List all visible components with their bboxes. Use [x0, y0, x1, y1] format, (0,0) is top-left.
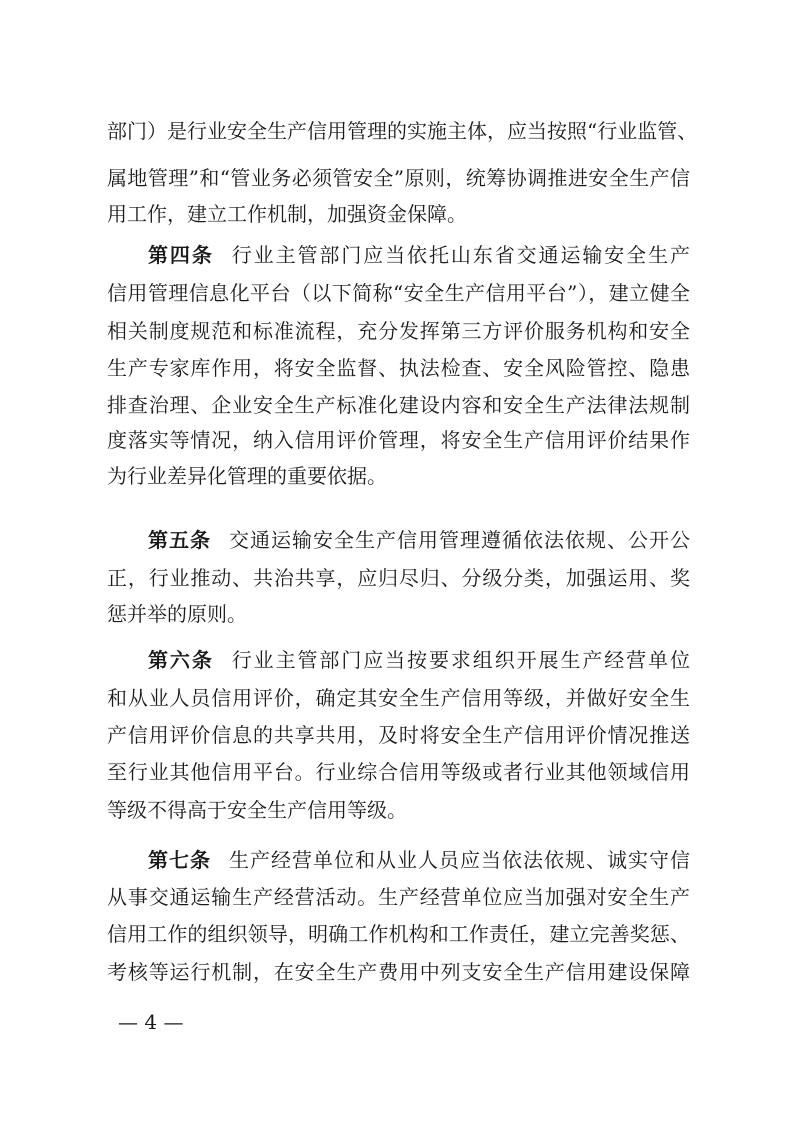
text-line: 度落实等情况，纳入信用评价管理，将安全生产信用评价结果作 [107, 428, 690, 452]
article-heading: 第七条 [148, 848, 211, 872]
text-line: 生产经营单位和从业人员应当依法依规、诚实守信 [229, 848, 690, 872]
text-line: 从事交通运输生产经营活动。生产经营单位应当加强对安全生产 [107, 885, 690, 909]
text-line: 正，行业推动、共治共享，应归尽归、分级分类，加强运用、奖 [107, 566, 690, 590]
article-6-first-line [148, 648, 690, 672]
text-line: 属地管理”和“管业务必须管安全”原则，统筹协调推进安全生产信 [107, 166, 690, 190]
text-line: 和从业人员信用评价，确定其安全生产信用等级，并做好安全生 [107, 686, 690, 710]
article-4-first-line [148, 243, 690, 267]
text-line: 等级不得高于安全生产信用等级。 [107, 798, 407, 822]
article-7-first-line [148, 848, 690, 872]
text-line: 行业主管部门应当按要求组织开展生产经营单位 [231, 648, 691, 672]
text-line: 惩并举的原则。 [107, 602, 247, 626]
text-line: 至行业其他信用平台。行业综合信用等级或者行业其他领域信用 [107, 760, 690, 784]
article-heading: 第五条 [148, 528, 211, 552]
text-line: 行业主管部门应当依托山东省交通运输安全生产 [231, 243, 691, 267]
text-line: 产信用评价信息的共享共用，及时将安全生产信用评价情况推送 [107, 723, 690, 747]
text-line: 信用管理信息化平台（以下简称“安全生产信用平台”），建立健全 [107, 281, 690, 305]
page-number: — 4 — [118, 1010, 184, 1034]
text-line: 考核等运行机制，在安全生产费用中列支安全生产信用建设保障 [107, 960, 690, 984]
text-line: 交通运输安全生产信用管理遵循依法依规、公开公 [229, 528, 690, 552]
text-line: 排查治理、企业安全生产标准化建设内容和安全生产法律法规制 [107, 393, 690, 417]
article-heading: 第六条 [148, 648, 214, 672]
article-5-first-line [148, 528, 690, 552]
text-line: 相关制度规范和标准流程，充分发挥第三方评价服务机构和安全 [107, 319, 690, 343]
text-line: 生产专家库作用，将安全监督、执法检查、安全风险管控、隐患 [107, 356, 690, 380]
text-line: 信用工作的组织领导，明确工作机构和工作责任，建立完善奖惩、 [107, 922, 690, 946]
text-line: 用工作，建立工作机制，加强资金保障。 [107, 202, 467, 226]
text-line: 为行业差异化管理的重要依据。 [107, 464, 387, 488]
text-line: 部门）是行业安全生产信用管理的实施主体，应当按照“行业监管、 [107, 119, 698, 143]
article-heading: 第四条 [148, 243, 214, 267]
